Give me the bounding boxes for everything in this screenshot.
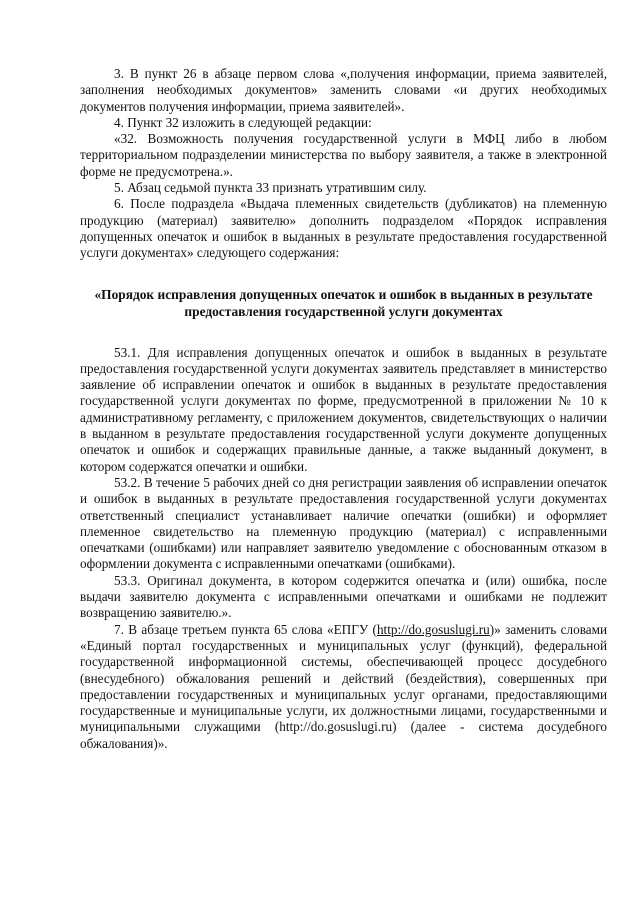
- paragraph-item-7: [80, 622, 607, 752]
- paragraph-item-6: 6. После подраздела «Выдача племенных свидетельств (дубликатов) на племенную продукцию (материал) заявителю» дополнить подразделом «Порядок исправления допущенных опечаток и ошибок в выданных в результате предоставления государственной услуги документах» следующего содержания:: [80, 196, 607, 261]
- section-heading: «Порядок исправления допущенных опечаток и ошибок в выданных в результате предоставления государственной услуги документах: [94, 286, 593, 319]
- paragraph-quote-32: «32. Возможность получения государственной услуги в МФЦ либо в любом территориальном подразделении министерства по выбору заявителя, а также в электронной форме не предусмотрена.».: [80, 131, 607, 179]
- paragraph-item-3: 3. В пункт 26 в абзаце первом слова «,получения информации, приема заявителей, заполнения необходимых документов» заменить словами «и других необходимых документов получения информации, приема заявителей».: [80, 66, 607, 114]
- paragraph-item-4: 4. Пункт 32 изложить в следующей редакции:: [114, 114, 372, 130]
- gosuslugi-link[interactable]: http://do.gosuslugi.ru: [376, 621, 490, 637]
- paragraph-53-2: 53.2. В течение 5 рабочих дней со дня регистрации заявления об исправлении опечаток и ошибок в выданных в результате предоставления государственной услуги документах ответственный специалист устанавливает наличие опечатки (ошибки) и оформляет племенное свидетельство на племенную продукцию (материал) с исправленными опечатками (ошибками) или направляет заявителю уведомление с обоснованным отказом в оформлении документа с исправленными опечатками (ошибками).: [80, 474, 607, 572]
- paragraph-53-1: 53.1. Для исправления допущенных опечаток и ошибок в выданных в результате предоставления государственной услуги документах заявитель представляет в министерство заявление об исправлении опечаток и ошибок в выданных в результате предоставления государственной услуги документах по форме, предусмотренной в приложении № 10 к административному регламенту, с приложением документов, свидетельствующих о наличии в выданном в результате предоставления государственной услуги документе допущенных опечаток и ошибок и содержащих правильные данные, а также выданный документ, в котором содержатся опечатки и ошибки.: [80, 344, 607, 474]
- document-body: [80, 66, 607, 752]
- paragraph-item-7-start: 7. В абзаце третьем пункта 65 слова «ЕПГУ (: [114, 621, 377, 637]
- paragraph-item-7-end: )» заменить словами «Единый портал государственных и муниципальных услуг (функций), федеральной государственной информационной системы, обеспечивающей процесс досудебного (внесудебного) обжалования решений и действий (бездействия), совершенных при предоставлении государственных и муниципальных услуг органами, предоставляющими государственные и муниципальные услуги, их должностными лицами, государственными и муниципальными служащими (http://do.gosuslugi.ru) (далее - система досудебного обжалования)».: [80, 621, 608, 751]
- paragraph-53-3: 53.3. Оригинал документа, в котором содержится опечатка и (или) ошибка, после выдачи заявителю документа с исправленными опечатками и ошибками не подлежит возвращению заявителю.».: [80, 572, 607, 621]
- paragraph-item-5: 5. Абзац седьмой пункта 33 признать утратившим силу.: [114, 180, 427, 196]
